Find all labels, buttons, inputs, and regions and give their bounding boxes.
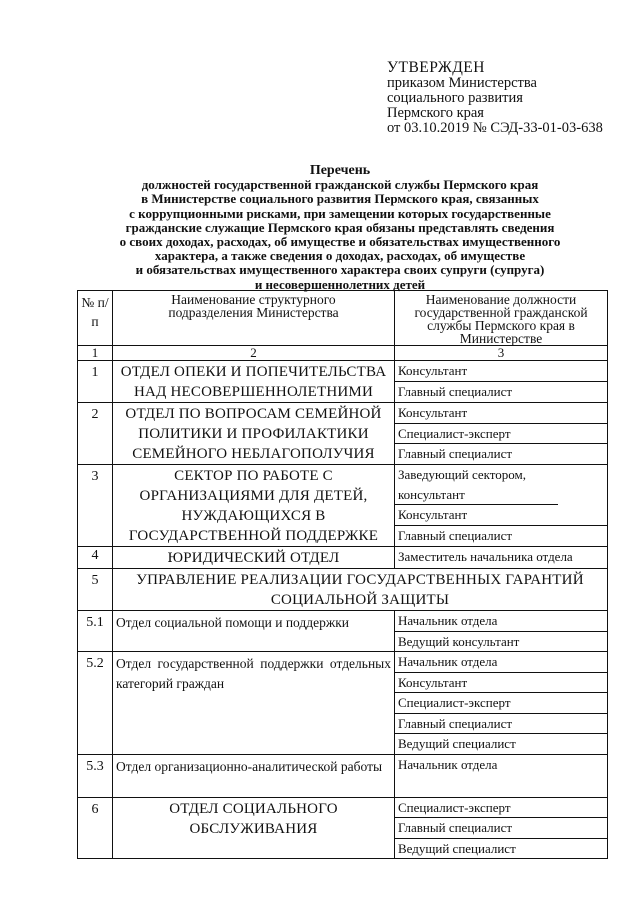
column-number: 3 [395, 346, 608, 361]
header-number: № п/п [78, 291, 113, 346]
approval-line: Пермского края [387, 105, 484, 121]
row-number: 2 [78, 403, 113, 465]
position-list [395, 403, 608, 465]
unit-name: Отдел государственной поддержки отдельных категорий граждан [113, 652, 395, 755]
position: Главный специалист [395, 714, 607, 735]
position-list [395, 652, 608, 755]
position: Главный специалист [398, 446, 513, 461]
table-row [78, 569, 608, 611]
position: Ведущий специалист [398, 736, 516, 751]
row-number: 5.3 [78, 754, 113, 797]
unit-line: ПОЛИТИКИ И ПРОФИЛАКТИКИ [138, 426, 369, 442]
unit-name: Отдел социальной помощи и поддержки [113, 611, 395, 652]
row-number: 5.2 [78, 652, 113, 755]
table-row [78, 361, 608, 403]
row-number: 3 [78, 465, 113, 547]
unit-name-full: УПРАВЛЕНИЕ РЕАЛИЗАЦИИ ГОСУДАРСТВЕННЫХ ГАРАНТИЙ СОЦИАЛЬНОЙ ЗАЩИТЫ [113, 569, 608, 611]
table-row [78, 797, 608, 859]
unit-line: НУЖДАЮЩИХСЯ В [181, 508, 326, 524]
unit-line: ОТДЕЛ ПО ВОПРОСАМ СЕМЕЙНОЙ [125, 406, 382, 422]
column-number: 2 [113, 346, 395, 361]
position: Начальник отдела [395, 652, 607, 673]
table-header-row [78, 291, 608, 346]
position: Консультант [395, 403, 607, 424]
title-line: характера, а также сведения о доходах, расходах, об имуществе [154, 248, 526, 264]
position: Начальник отдела [398, 756, 498, 772]
position: Главный специалист [398, 527, 513, 543]
row-number: 1 [78, 361, 113, 403]
position: Заместитель начальника отдела [398, 549, 573, 564]
unit-line: ОРГАНИЗАЦИЯМИ ДЛЯ ДЕТЕЙ, [139, 488, 368, 504]
header-unit: Наименование структурного подразделения Министерства [113, 291, 395, 346]
unit-line: ОБСЛУЖИВАНИЯ [189, 820, 318, 837]
unit-line: ГОСУДАРСТВЕННОЙ ПОДДЕРЖКЕ [128, 528, 379, 544]
position: Специалист-эксперт [395, 424, 607, 445]
position: Специалист-эксперт [395, 798, 607, 819]
position-list [395, 797, 608, 859]
position-list [395, 465, 608, 547]
approval-stamp [387, 60, 637, 136]
row-number: 5.1 [78, 611, 113, 652]
row-number: 4 [78, 547, 113, 569]
title-line: гражданские служащие Пермского края обязаны представлять сведения [125, 219, 555, 235]
unit-name [113, 547, 395, 569]
unit-line: НАД НЕСОВЕРШЕННОЛЕТНИМИ [134, 384, 373, 400]
document-title [60, 164, 620, 292]
title-line: и несовершеннолетних детей [254, 276, 426, 292]
position-list [395, 361, 608, 403]
row-number: 5 [78, 569, 113, 611]
approval-line: от 03.10.2019 № СЭД-33-01-03-638 [387, 120, 603, 136]
unit-line: СЕКТОР ПО РАБОТЕ С [174, 468, 333, 484]
position-list [395, 611, 608, 652]
title-line: и обязательствах имущественного характера своих супруги (супруга) [135, 262, 545, 278]
table-row [78, 611, 608, 652]
title-line: в Министерстве социального развития Пермского края, связанных [141, 191, 539, 207]
unit-name [113, 403, 395, 465]
table-row [78, 403, 608, 465]
unit-name: Отдел организационно-аналитической работы [113, 754, 395, 797]
position-list [395, 754, 608, 797]
title-line: с коррупционными рисками, при замещении которых государственные [129, 205, 551, 221]
approval-line: социального развития [387, 90, 523, 106]
position: Консультант [395, 505, 607, 526]
position: Консультант [395, 361, 607, 382]
table-row [78, 754, 608, 797]
unit-name [113, 361, 395, 403]
unit-name [113, 797, 395, 859]
position: Главный специалист [398, 383, 513, 399]
title-line: о своих доходах, расходах, об имуществе и обязательствах имущественного [119, 234, 561, 250]
position: Консультант [395, 673, 607, 694]
positions-table [77, 290, 608, 859]
position: Начальник отдела [395, 611, 607, 632]
unit-line: ОТДЕЛ ОПЕКИ И ПОПЕЧИТЕЛЬСТВА [120, 364, 387, 380]
unit-line: ОТДЕЛ СОЦИАЛЬНОГО [169, 800, 338, 817]
approval-heading: УТВЕРЖДЕН [387, 59, 485, 76]
unit-line: СЕМЕЙНОГО НЕБЛАГОПОЛУЧИЯ [132, 446, 375, 462]
position: Ведущий консультант [398, 633, 520, 649]
column-number-row [78, 346, 608, 361]
row-number: 6 [78, 797, 113, 859]
approval-line: приказом Министерства [387, 75, 537, 91]
position: Ведущий специалист [398, 840, 516, 856]
unit-line: ЮРИДИЧЕСКИЙ ОТДЕЛ [167, 550, 340, 566]
title-word: Перечень [309, 163, 371, 178]
column-number: 1 [78, 346, 113, 361]
position: Главный специалист [395, 818, 607, 839]
position: Заведующий сектором, консультант [395, 465, 558, 505]
table-row [78, 547, 608, 569]
position: Специалист-эксперт [395, 693, 607, 714]
table-row [78, 465, 608, 547]
header-position: Наименование должности государственной гражданской службы Пермского края в Министерстве [395, 291, 608, 346]
title-line: должностей государственной гражданской службы Пермского края [141, 177, 539, 193]
unit-name [113, 465, 395, 547]
position-list [395, 547, 608, 569]
table-row [78, 652, 608, 755]
